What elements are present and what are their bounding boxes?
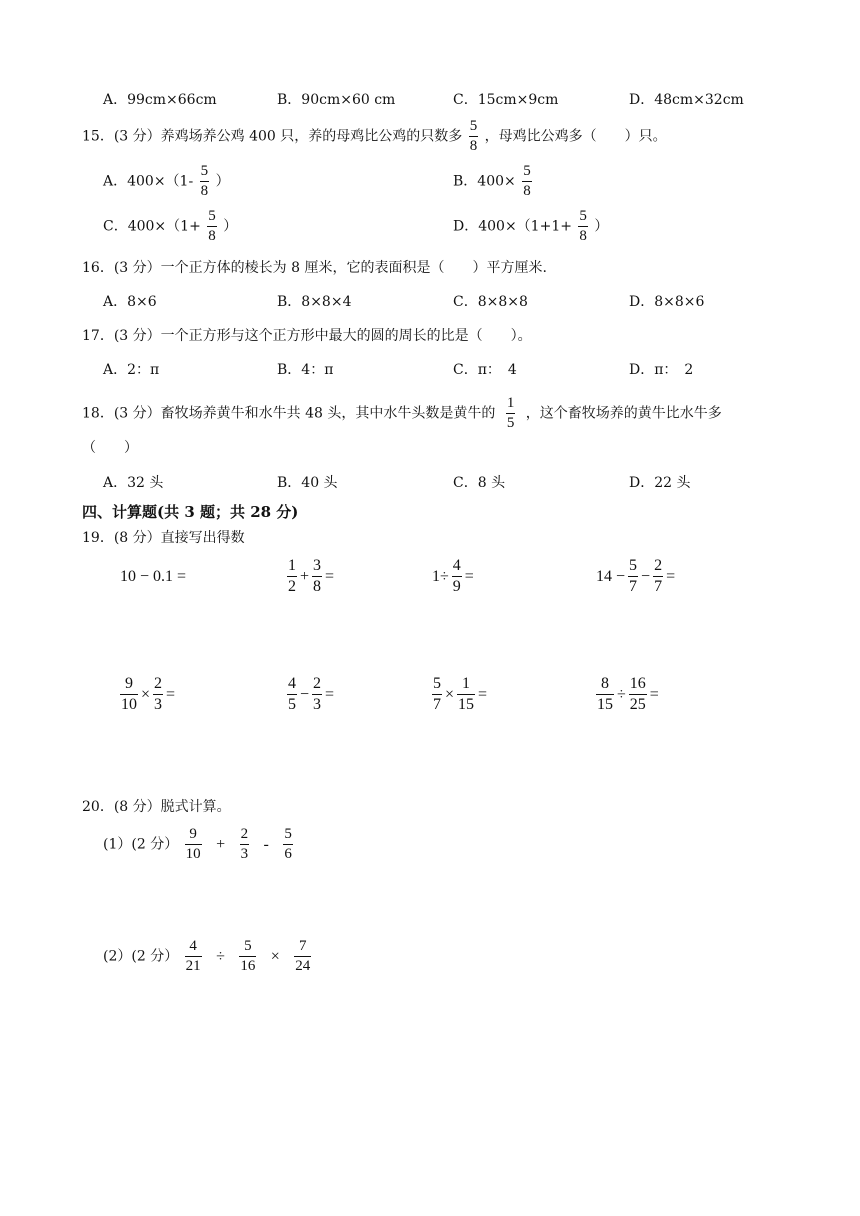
equals-sign: = <box>325 567 335 585</box>
q18-option-d: D．22 头 <box>629 475 691 491</box>
option-fraction <box>522 163 532 200</box>
option-fraction <box>207 208 217 245</box>
denominator: 7 <box>629 578 638 595</box>
denominator: 24 <box>295 958 311 974</box>
option-fraction <box>578 208 588 245</box>
numerator: 2 <box>313 675 322 692</box>
denominator: 7 <box>433 696 441 713</box>
q19-expr-4 <box>595 557 676 596</box>
q15-fraction <box>469 118 479 155</box>
q18-stem-text-b: ，这个畜牧场养的黄牛比水牛多 <box>525 405 722 422</box>
operator: - <box>263 835 269 853</box>
q18-fraction <box>506 395 516 432</box>
fraction <box>596 675 614 714</box>
denominator: 3 <box>313 696 322 713</box>
denominator: 8 <box>579 228 587 244</box>
fraction <box>185 826 202 863</box>
numerator: 1 <box>288 557 296 574</box>
section-4-heading: 四、计算题(共 3 题；共 28 分) <box>82 503 299 521</box>
denominator: 7 <box>654 578 663 595</box>
q17-option-a: A．2：π <box>103 362 160 378</box>
q19-expr-2 <box>285 557 335 596</box>
q19-expr-5 <box>118 675 176 714</box>
q15-stem-text-b: ，母鸡比公鸡多（ ）只。 <box>484 128 667 145</box>
operator: × <box>141 685 151 703</box>
operator: × <box>445 685 455 703</box>
numerator: 5 <box>629 557 638 574</box>
q19-expr-7 <box>430 675 488 714</box>
numerator: 2 <box>240 826 249 842</box>
numerator: 2 <box>154 675 163 692</box>
q16-option-c: C．8×8×8 <box>453 294 528 310</box>
numerator: 9 <box>125 675 133 692</box>
q19-expr-6 <box>285 675 335 714</box>
q15-stem <box>82 118 667 155</box>
q20-part-1 <box>103 826 295 863</box>
numerator: 5 <box>244 938 252 954</box>
denominator: 5 <box>506 415 515 431</box>
denominator: 9 <box>452 578 461 595</box>
numerator: 5 <box>579 208 587 224</box>
denominator: 8 <box>200 183 209 199</box>
fraction <box>452 557 462 596</box>
part-label: (2）(2 分） <box>103 948 179 965</box>
numerator: 3 <box>313 557 322 574</box>
operator: − <box>641 567 651 585</box>
fraction <box>120 675 138 714</box>
option-text: D．400×（1+1+ <box>453 218 572 235</box>
numerator: 4 <box>452 557 461 574</box>
q18-stem <box>82 395 722 432</box>
operator: − <box>300 685 310 703</box>
equals-sign: = <box>325 685 335 703</box>
numerator: 1 <box>462 675 471 692</box>
q15-option-d <box>453 208 608 245</box>
option-text: C．400×（1+ <box>103 218 201 235</box>
numerator: 5 <box>523 163 531 179</box>
q17-option-b: B．4：π <box>277 362 334 378</box>
operator: + <box>216 835 226 853</box>
equals-sign: = <box>464 567 474 585</box>
q19-expr-1: 10 − 0.1 = <box>120 568 187 585</box>
numerator: 5 <box>469 118 478 134</box>
denominator: 8 <box>523 183 531 199</box>
q16-option-a: A．8×6 <box>103 294 157 310</box>
fraction <box>240 826 250 863</box>
fraction <box>653 557 663 596</box>
operator: × <box>270 947 280 965</box>
denominator: 6 <box>284 846 292 862</box>
numerator: 4 <box>189 938 197 954</box>
q15-stem-text-a: 15．(3 分）养鸡场养公鸡 400 只，养的母鸡比公鸡的只数多 <box>82 128 463 145</box>
denominator: 10 <box>185 846 201 862</box>
numerator: 5 <box>433 675 441 692</box>
equals-sign: = <box>649 685 659 703</box>
q18-option-b: B．40 头 <box>277 475 338 491</box>
option-text: A．400×（1- <box>103 173 194 190</box>
numerator: 5 <box>200 163 209 179</box>
operand: 14 − <box>596 567 626 585</box>
denominator: 8 <box>313 578 322 595</box>
option-text: ） <box>594 218 609 235</box>
denominator: 3 <box>240 846 249 862</box>
option-text: ） <box>215 173 230 190</box>
equals-sign: = <box>478 685 488 703</box>
operator: ÷ <box>617 685 626 703</box>
operator: ÷ <box>216 947 225 965</box>
q17-option-c: C．π： 4 <box>453 362 517 378</box>
option-text: B．400× <box>453 173 516 190</box>
denominator: 25 <box>629 696 646 713</box>
fraction <box>283 826 293 863</box>
q16-option-d: D．8×8×6 <box>629 294 705 310</box>
q19-expr-8 <box>594 675 660 714</box>
denominator: 8 <box>208 228 216 244</box>
fraction <box>312 675 322 714</box>
denominator: 21 <box>185 958 201 974</box>
numerator: 16 <box>629 675 646 692</box>
q20-stem: 20．(8 分）脱式计算。 <box>82 799 231 815</box>
fraction <box>185 938 202 975</box>
denominator: 2 <box>288 578 296 595</box>
q19-expr-3 <box>431 557 475 596</box>
q15-option-c <box>103 208 237 245</box>
denominator: 10 <box>121 696 137 713</box>
denominator: 15 <box>458 696 475 713</box>
fraction <box>629 675 647 714</box>
denominator: 8 <box>469 138 478 154</box>
operand: 1÷ <box>432 567 449 585</box>
q14-option-c: C．15cm×9cm <box>453 92 559 108</box>
operator: + <box>300 567 310 585</box>
q17-stem: 17．(3 分）一个正方形与这个正方形中最大的圆的周长的比是（ ）。 <box>82 328 532 344</box>
denominator: 16 <box>240 958 256 974</box>
option-fraction <box>200 163 210 200</box>
q14-option-d: D．48cm×32cm <box>629 92 744 108</box>
fraction <box>287 675 297 714</box>
fraction <box>312 557 322 596</box>
numerator: 8 <box>601 675 609 692</box>
equals-sign: = <box>666 567 676 585</box>
q14-option-b: B．90cm×60 cm <box>277 92 396 108</box>
q16-option-b: B．8×8×4 <box>277 294 352 310</box>
q19-stem: 19．(8 分）直接写出得数 <box>82 530 245 546</box>
numerator: 5 <box>284 826 292 842</box>
fraction <box>432 675 442 714</box>
fraction <box>153 675 163 714</box>
q14-option-a: A．99cm×66cm <box>103 92 217 108</box>
denominator: 5 <box>288 696 296 713</box>
fraction <box>287 557 297 596</box>
numerator: 9 <box>189 826 197 842</box>
q20-part-2 <box>103 938 313 975</box>
fraction <box>457 675 475 714</box>
q18-option-c: C．8 头 <box>453 475 506 491</box>
q15-option-a <box>103 163 230 200</box>
denominator: 15 <box>597 696 613 713</box>
numerator: 1 <box>506 395 515 411</box>
numerator: 2 <box>654 557 663 574</box>
q18-stem-text-a: 18．(3 分）畜牧场养黄牛和水牛共 48 头，其中水牛头数是黄牛的 <box>82 405 496 422</box>
numerator: 5 <box>208 208 216 224</box>
equals-sign: = <box>166 685 176 703</box>
fraction <box>294 938 311 975</box>
part-label: (1）(2 分） <box>103 836 179 853</box>
denominator: 3 <box>154 696 163 713</box>
q18-answer-blank: （ ） <box>82 440 138 456</box>
numerator: 7 <box>299 938 307 954</box>
q17-option-d: D．π： 2 <box>629 362 694 378</box>
fraction <box>628 557 638 596</box>
numerator: 4 <box>288 675 296 692</box>
option-text: ） <box>223 218 238 235</box>
fraction <box>239 938 256 975</box>
q16-stem: 16．(3 分）一个正方体的棱长为 8 厘米，它的表面积是（ ）平方厘米. <box>82 260 547 276</box>
q15-option-b <box>453 163 534 200</box>
q18-option-a: A．32 头 <box>103 475 164 491</box>
